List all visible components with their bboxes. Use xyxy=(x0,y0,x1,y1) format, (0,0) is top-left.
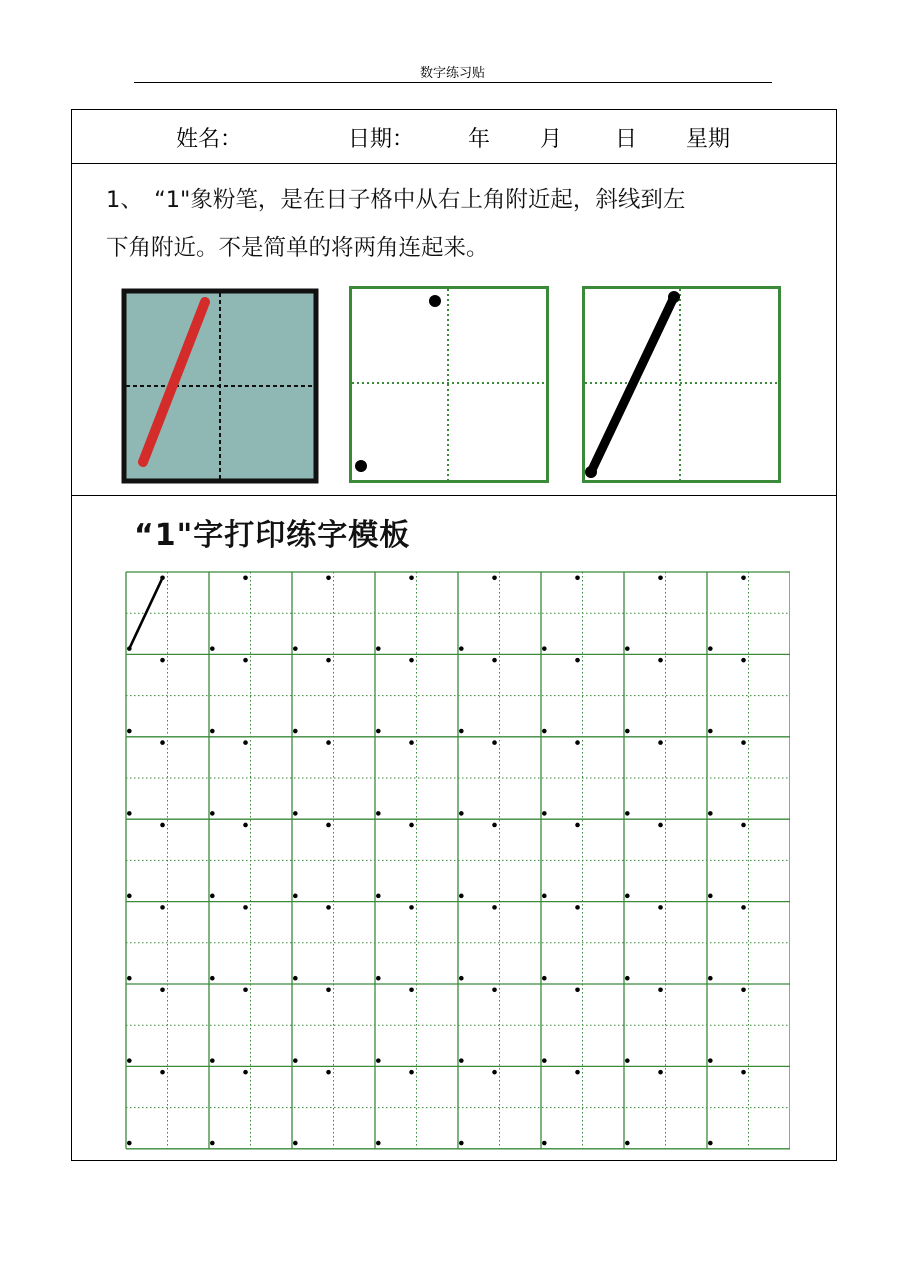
start-dot xyxy=(658,823,663,828)
end-dot xyxy=(293,894,298,899)
start-dot xyxy=(243,740,248,745)
start-dot xyxy=(575,575,580,580)
start-dot xyxy=(741,987,746,992)
instruction-row xyxy=(72,164,836,496)
start-dot xyxy=(243,658,248,663)
start-dot xyxy=(409,740,414,745)
worksheet-table xyxy=(71,109,837,1161)
start-dot xyxy=(409,658,414,663)
template-title: “1"字打印练字模板 xyxy=(134,518,411,553)
end-dot xyxy=(708,729,713,734)
start-dot xyxy=(409,823,414,828)
end-dot xyxy=(708,1058,713,1063)
start-dot xyxy=(243,987,248,992)
end-dot xyxy=(210,976,215,981)
start-dot xyxy=(160,823,165,828)
start-dot xyxy=(409,1070,414,1075)
end-dot xyxy=(625,646,630,651)
start-dot xyxy=(326,1070,331,1075)
start-dot xyxy=(429,295,441,307)
end-dot xyxy=(542,729,547,734)
start-dot xyxy=(326,658,331,663)
stroke-guide-frame xyxy=(584,288,780,482)
start-dot xyxy=(326,987,331,992)
start-dot xyxy=(492,658,497,663)
end-dot xyxy=(585,466,597,478)
end-dot xyxy=(625,894,630,899)
start-dot xyxy=(409,987,414,992)
start-dot xyxy=(658,905,663,910)
practice-grid xyxy=(124,570,790,1150)
end-dot xyxy=(293,1058,298,1063)
end-dot xyxy=(459,1141,464,1146)
start-dot xyxy=(326,823,331,828)
end-dot xyxy=(459,646,464,651)
end-dot xyxy=(127,1141,132,1146)
start-dot xyxy=(575,987,580,992)
end-dot xyxy=(210,894,215,899)
end-dot xyxy=(542,1141,547,1146)
end-dot xyxy=(293,729,298,734)
start-dot xyxy=(409,575,414,580)
start-dot xyxy=(658,740,663,745)
name-label: 姓名： xyxy=(176,127,243,152)
start-dot xyxy=(575,1070,580,1075)
end-dot xyxy=(376,729,381,734)
month-label: 月 xyxy=(540,127,563,152)
start-dot xyxy=(741,575,746,580)
end-dot xyxy=(210,646,215,651)
end-dot xyxy=(708,646,713,651)
start-dot xyxy=(741,658,746,663)
start-dot xyxy=(160,987,165,992)
start-dot xyxy=(492,575,497,580)
date-label: 日期： xyxy=(348,127,415,152)
end-dot xyxy=(459,976,464,981)
start-dot xyxy=(326,575,331,580)
start-dot xyxy=(243,823,248,828)
start-dot xyxy=(575,823,580,828)
start-dot xyxy=(160,905,165,910)
end-dot xyxy=(542,976,547,981)
start-dot xyxy=(160,1070,165,1075)
end-dot xyxy=(542,811,547,816)
end-dot xyxy=(210,729,215,734)
end-dot xyxy=(210,1058,215,1063)
start-dot xyxy=(243,575,248,580)
end-dot xyxy=(355,460,367,472)
end-dot xyxy=(293,976,298,981)
stroke-guide-box xyxy=(582,286,782,484)
start-dot xyxy=(658,1070,663,1075)
end-dot xyxy=(293,811,298,816)
end-dot xyxy=(376,976,381,981)
end-dot xyxy=(127,894,132,899)
start-dot xyxy=(492,823,497,828)
end-dot xyxy=(376,1141,381,1146)
start-dot xyxy=(409,905,414,910)
end-dot xyxy=(127,1058,132,1063)
end-dot xyxy=(210,1141,215,1146)
start-dot xyxy=(575,658,580,663)
end-dot xyxy=(376,811,381,816)
end-dot xyxy=(625,729,630,734)
end-dot xyxy=(542,894,547,899)
page-header-title: 数字练习贴 xyxy=(419,66,485,81)
end-dot xyxy=(625,1141,630,1146)
end-dot xyxy=(625,976,630,981)
start-dot xyxy=(575,905,580,910)
end-dot xyxy=(625,1058,630,1063)
end-dot xyxy=(127,811,132,816)
start-dot xyxy=(160,740,165,745)
chalk-example-box xyxy=(121,288,319,484)
template-row xyxy=(72,496,836,1160)
end-dot xyxy=(459,1058,464,1063)
end-dot xyxy=(708,894,713,899)
start-dot xyxy=(492,740,497,745)
end-dot xyxy=(625,811,630,816)
instruction-text xyxy=(106,176,816,272)
start-dot xyxy=(243,1070,248,1075)
end-dot xyxy=(376,1058,381,1063)
end-dot xyxy=(542,646,547,651)
start-dot xyxy=(326,740,331,745)
start-dot xyxy=(741,740,746,745)
end-dot xyxy=(293,646,298,651)
start-dot xyxy=(668,291,680,303)
start-dot xyxy=(741,905,746,910)
day-label: 日 xyxy=(615,127,638,152)
start-dot xyxy=(575,740,580,745)
start-dot xyxy=(492,987,497,992)
start-dot xyxy=(492,1070,497,1075)
end-dot xyxy=(127,729,132,734)
end-dot xyxy=(542,1058,547,1063)
start-dot xyxy=(658,987,663,992)
end-dot xyxy=(459,811,464,816)
dot-guide-box xyxy=(349,286,550,484)
instruction-line-2: 下角附近。不是简单的将两角连起来。 xyxy=(106,235,489,261)
end-dot xyxy=(708,811,713,816)
end-dot xyxy=(127,646,132,651)
start-dot xyxy=(160,575,165,580)
end-dot xyxy=(708,976,713,981)
instruction-line-1: 1、 “1"象粉笔，是在日子格中从右上角附近起，斜线到左 xyxy=(106,187,686,213)
year-label: 年 xyxy=(468,127,491,152)
end-dot xyxy=(459,894,464,899)
start-dot xyxy=(741,1070,746,1075)
start-dot xyxy=(741,823,746,828)
end-dot xyxy=(376,646,381,651)
start-dot xyxy=(658,658,663,663)
start-dot xyxy=(243,905,248,910)
start-dot xyxy=(160,658,165,663)
weekday-label: 星期 xyxy=(686,127,731,152)
end-dot xyxy=(376,894,381,899)
end-dot xyxy=(293,1141,298,1146)
start-dot xyxy=(658,575,663,580)
start-dot xyxy=(492,905,497,910)
info-row xyxy=(72,110,836,164)
end-dot xyxy=(127,976,132,981)
end-dot xyxy=(459,729,464,734)
end-dot xyxy=(210,811,215,816)
header-rule xyxy=(134,82,772,83)
end-dot xyxy=(708,1141,713,1146)
start-dot xyxy=(326,905,331,910)
